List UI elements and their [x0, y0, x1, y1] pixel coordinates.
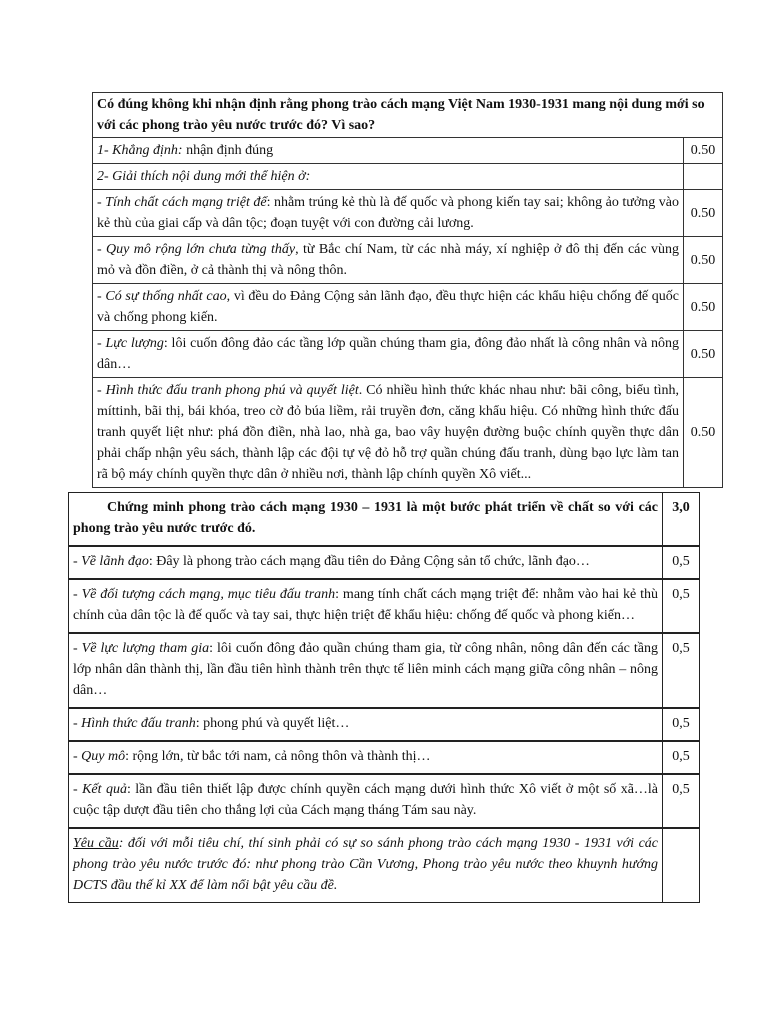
answer-table-2 [68, 492, 700, 903]
criterion-cell: - Hình thức đấu tranh: phong phú và quyết liệt… [69, 708, 663, 741]
score-cell: 0,5 [663, 579, 700, 633]
score-cell: 0,5 [663, 708, 700, 741]
table-row [69, 774, 700, 828]
table-row [69, 546, 700, 579]
table-row [93, 164, 723, 190]
score-cell: 0.50 [684, 284, 723, 331]
score-cell [663, 828, 700, 903]
score-cell: 0.50 [684, 237, 723, 284]
score-cell: 0,5 [663, 546, 700, 579]
criterion-cell: - Lực lượng: lôi cuốn đông đảo các tầng lớp quần chúng tham gia, đông đảo nhất là công nhân và nông dân… [93, 331, 684, 378]
table-row [93, 331, 723, 378]
score-cell: 0.50 [684, 378, 723, 488]
table-row [93, 237, 723, 284]
question-score: 3,0 [663, 493, 700, 547]
criterion-cell: - Có sự thống nhất cao, vì đều do Đảng Cộng sản lãnh đạo, đều thực hiện các khẩu hiệu chống đế quốc và chống phong kiến. [93, 284, 684, 331]
table-row [69, 741, 700, 774]
score-cell: 0.50 [684, 331, 723, 378]
criterion-cell: 2- Giải thích nội dung mới thể hiện ở: [93, 164, 684, 190]
table-row [93, 378, 723, 488]
criterion-cell: 1- Khẳng định: nhận định đúng [93, 138, 684, 164]
criterion-cell: - Quy mô: rộng lớn, từ bắc tới nam, cả nông thôn và thành thị… [69, 741, 663, 774]
criterion-cell: - Kết quả: lần đầu tiên thiết lập được chính quyền cách mạng dưới hình thức Xô viết ở một số xã…là cuộc tập dượt đầu tiên cho thắng lợi của Cách mạng tháng Tám sau này. [69, 774, 663, 828]
requirement-note: Yêu cầu: đối với mỗi tiêu chí, thí sinh phải có sự so sánh phong trào cách mạng 1930 - 1931 với các phong trào yêu nước trước đó: như phong trào Cần Vương, Phong trào yêu nước theo khuynh hướng DCTS đầu thế kỉ XX để làm nổi bật yêu cầu đề. [69, 828, 663, 903]
criterion-cell: - Tính chất cách mạng triệt để: nhằm trúng kẻ thù là đế quốc và phong kiến tay sai; không ảo tưởng vào kẻ thù của giai cấp và dân tộc; đoạn tuyệt với con đường cải lương. [93, 190, 684, 237]
table-row [69, 828, 700, 903]
question-2: Chứng minh phong trào cách mạng 1930 – 1931 là một bước phát triển về chất so với các phong trào yêu nước trước đó. [69, 493, 663, 547]
table-row [69, 579, 700, 633]
criterion-cell: - Về lực lượng tham gia: lôi cuốn đông đảo quần chúng tham gia, từ công nhân, nông dân đến các tầng lớp nhân dân thành thị, lần đầu tiên hình thành trên thực tế liên minh cách mạng giữa công nhân – nông dân… [69, 633, 663, 708]
score-cell: 0.50 [684, 138, 723, 164]
criterion-cell: - Về đối tượng cách mạng, mục tiêu đấu tranh: mang tính chất cách mạng triệt để: nhằm vào hai kẻ thù chính của dân tộc là đế quốc và tay sai, thực hiện triệt để khẩu hiệu: chống đế quốc và phong kiến… [69, 579, 663, 633]
criterion-cell: - Về lãnh đạo: Đây là phong trào cách mạng đầu tiên do Đảng Cộng sản tổ chức, lãnh đạo… [69, 546, 663, 579]
score-cell: 0.50 [684, 190, 723, 237]
criterion-cell: - Quy mô rộng lớn chưa từng thấy, từ Bắc chí Nam, từ các nhà máy, xí nghiệp ở đô thị đến các vùng mỏ và đồn điền, ở cả thành thị và nông thôn. [93, 237, 684, 284]
table-row [69, 633, 700, 708]
answer-table-1 [92, 92, 723, 488]
table-row [93, 138, 723, 164]
score-cell [684, 164, 723, 190]
criterion-cell: - Hình thức đấu tranh phong phú và quyết liệt. Có nhiều hình thức khác nhau như: bãi công, biểu tình, míttinh, bãi thị, bái khóa, treo cờ đỏ búa liềm, rải truyền đơn, căng khẩu hiệu. Có những hình thức đấu tranh quyết liệt như: phá đồn điền, nhà lao, nhà ga, bao vây huyện đường buộc chính quyền thực dân phải chấp nhận yêu sách, thành lập các đội tự vệ đỏ hỗ trợ quần chúng đấu tranh, dùng bạo lực làm tan rã bộ máy chính quyền thực dân ở nhiều nơi, thành lập chính quyền Xô viết... [93, 378, 684, 488]
table-row [93, 284, 723, 331]
score-cell: 0,5 [663, 741, 700, 774]
table-row [93, 190, 723, 237]
question-1: Có đúng không khi nhận định rằng phong trào cách mạng Việt Nam 1930-1931 mang nội dung mới so với các phong trào yêu nước trước đó? Vì sao? [93, 93, 723, 138]
score-cell: 0,5 [663, 633, 700, 708]
score-cell: 0,5 [663, 774, 700, 828]
table-row [69, 708, 700, 741]
